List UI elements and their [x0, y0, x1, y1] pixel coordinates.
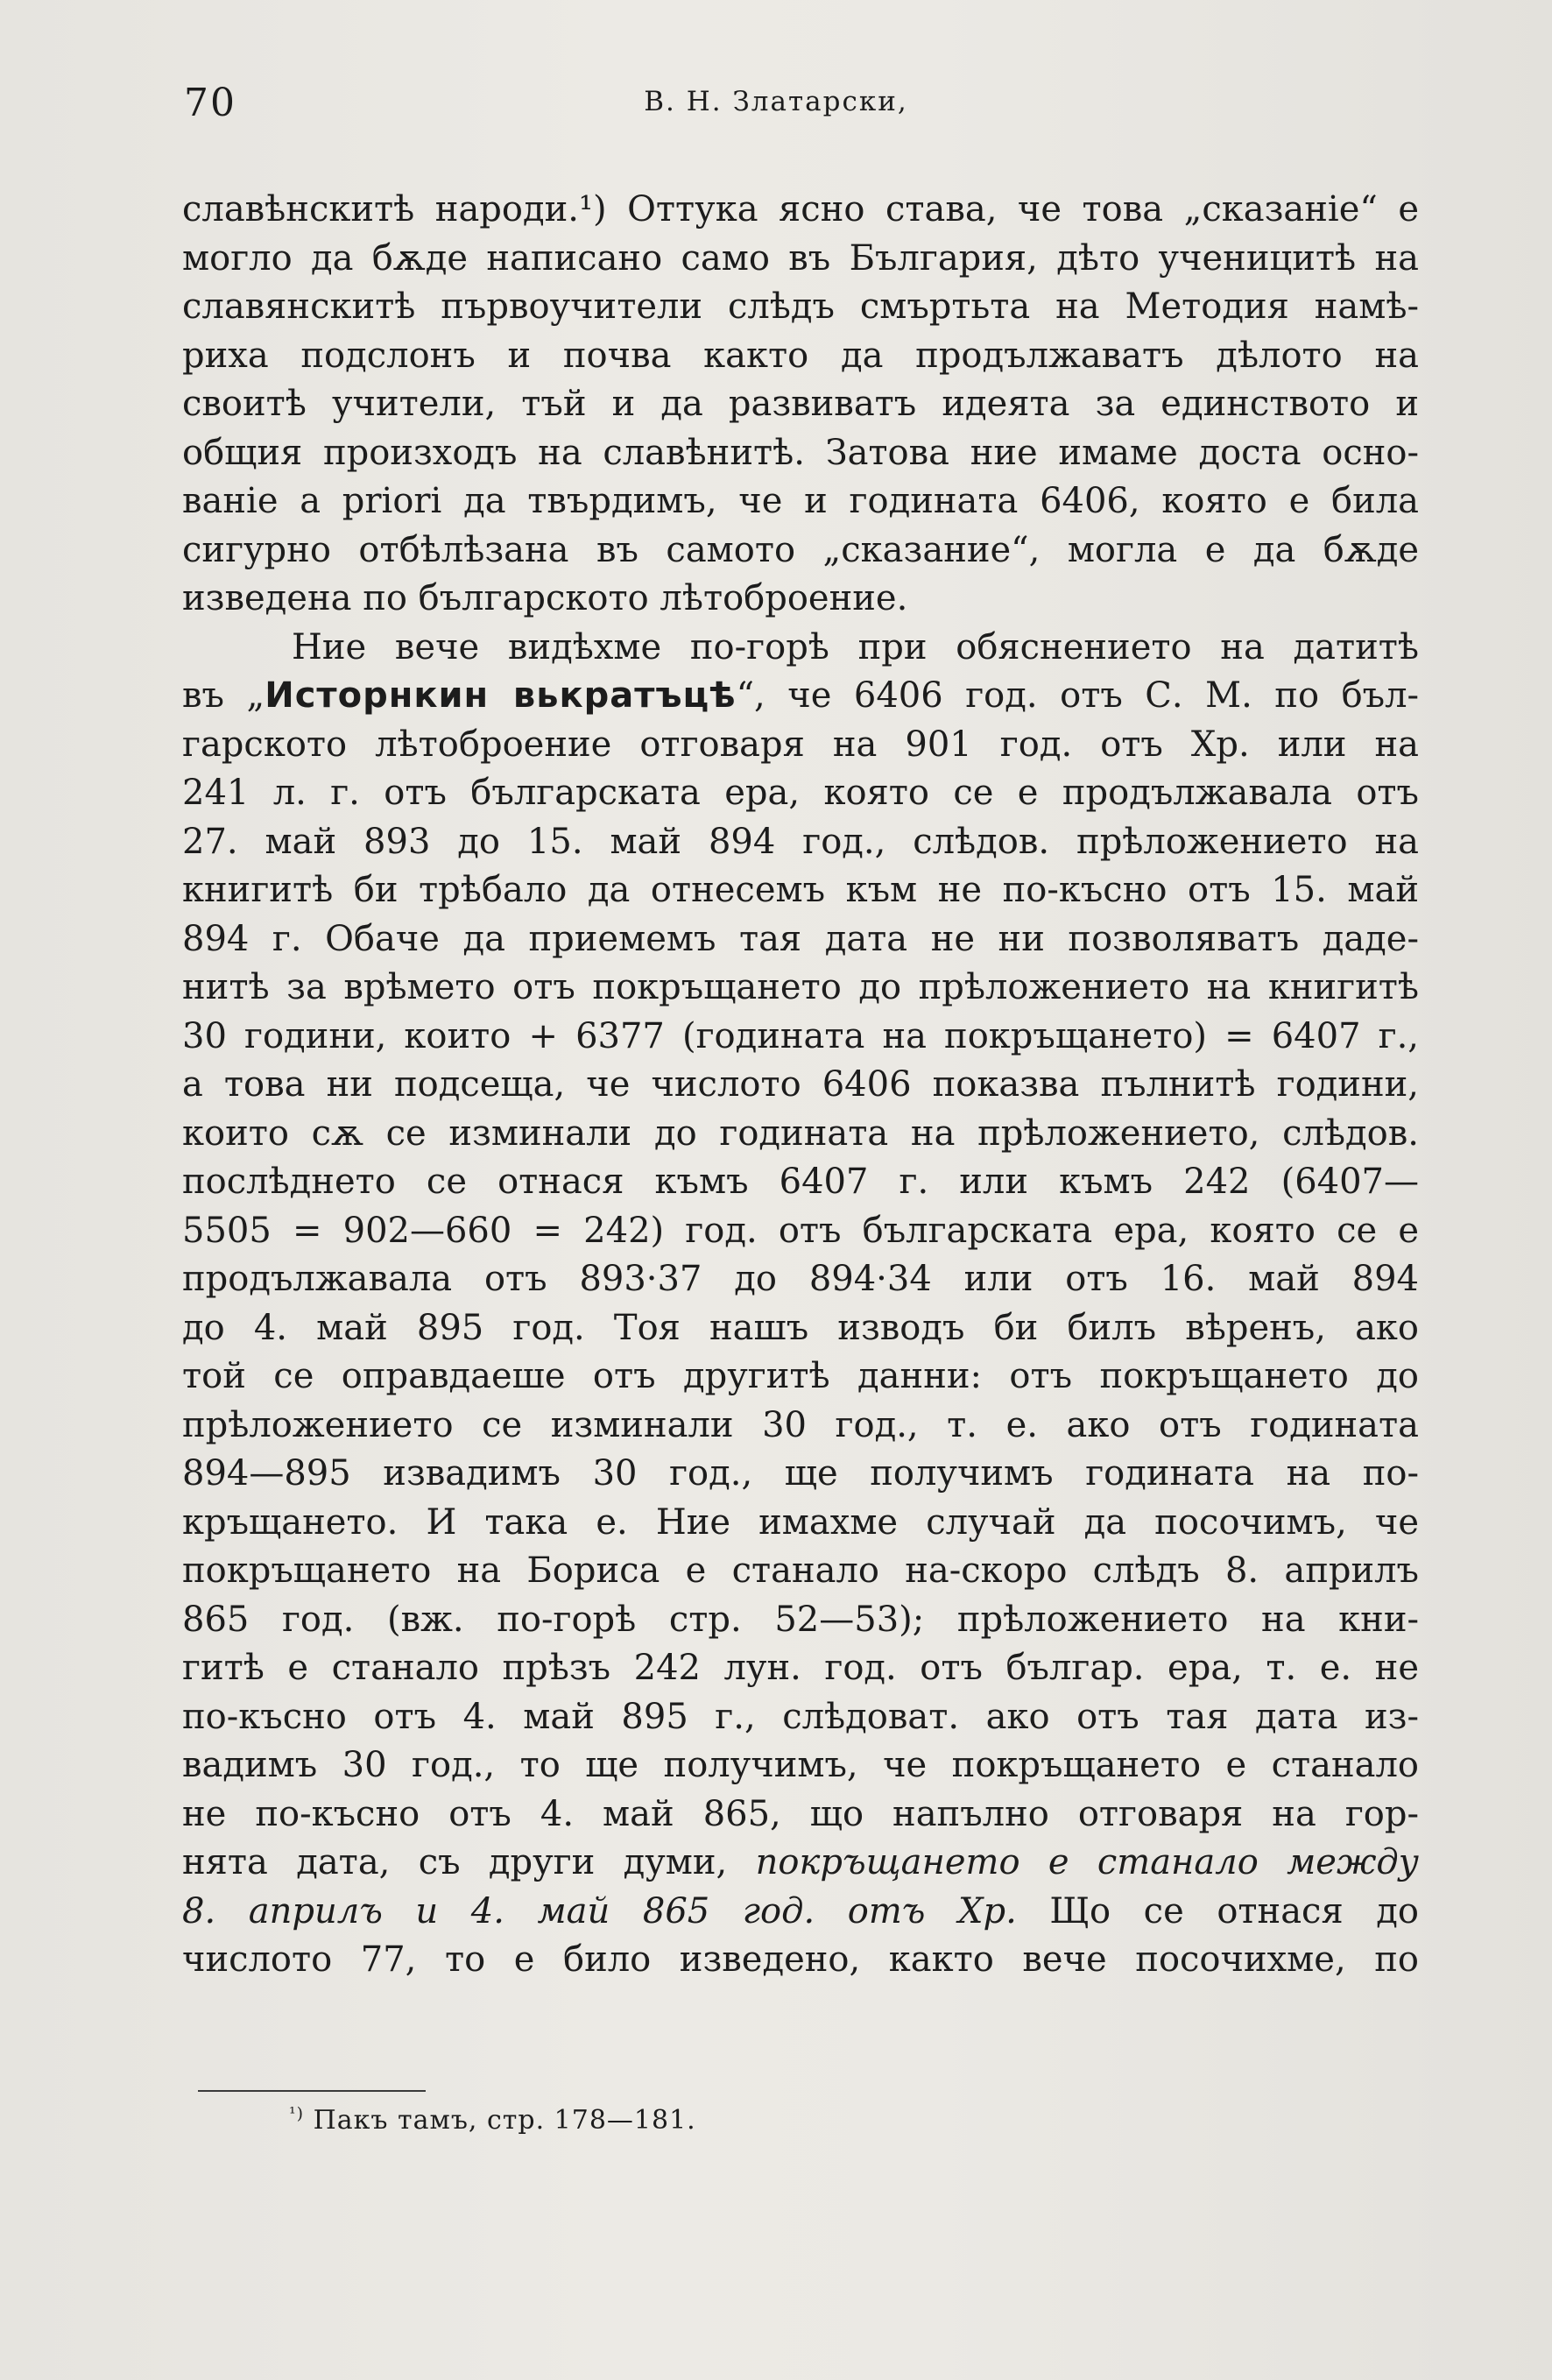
text-line: които сѫ се изминали до годината на прѣложението, слѣдов.	[182, 1112, 1419, 1154]
text-line-with-title	[182, 672, 1419, 721]
text-segment: нята дата, съ други думи,	[182, 1842, 756, 1882]
text-line: гитѣ е станало прѣзъ 242 лун. год. отъ българ. ера, т. е. не	[182, 1648, 1419, 1688]
text-line: риха подслонъ и почва както да продължаватъ дѣлото на	[182, 335, 1419, 376]
running-head: В. Н. Златарски,	[644, 86, 908, 117]
text-line: гарското лѣтоброение отговаря на 901 год. отъ Хр. или на	[182, 724, 1419, 765]
text-line: вадимъ 30 год., то ще получимъ, че покръщането е станало	[182, 1745, 1419, 1785]
text-line: 241 л. г. отъ българската ера, която се е продължавала отъ	[182, 773, 1419, 813]
text-line: 30 години, които + 6377 (годината на покръщането) = 6407 г.,	[182, 1015, 1419, 1056]
text-line: книгитѣ би трѣбало да отнесемъ към не по-късно отъ 15. май	[182, 870, 1419, 910]
cited-work-title: Исторнкин вькратъцѣ	[265, 675, 737, 716]
text-line: а това ни подсеща, че числото 6406 показва пълнитѣ години,	[182, 1064, 1419, 1105]
footnote-mark: ¹)	[289, 2104, 305, 2123]
italic-emphasis: покръщането е станало между	[755, 1842, 1419, 1882]
text-line: славянскитѣ първоучители слѣдъ смъртьта на Методия намѣ-	[182, 286, 1419, 327]
text-line: той се оправдаеше отъ другитѣ данни: отъ покръщането до	[182, 1356, 1419, 1396]
text-segment: Що се отнася до	[1016, 1890, 1419, 1932]
text-line: кръщането. И така е. Ние имахме случай да посочимъ, че	[182, 1501, 1419, 1543]
italic-emphasis: 8. априлъ и 4. май 865 год. отъ Хр.	[182, 1890, 1017, 1932]
text-line: 865 год. (вж. по-горѣ стр. 52—53); прѣложението на кни-	[182, 1599, 1419, 1640]
footnote-rule	[198, 2090, 426, 2092]
text-line-with-italic	[182, 1839, 1419, 1888]
text-line: продължавала отъ 893·37 до 894·34 или отъ 16. май 894	[182, 1259, 1419, 1299]
text-line: общия произходъ на славѣнитѣ. Затова ние имаме доста осно-	[182, 432, 1419, 473]
text-line: послѣднето се отнася къмъ 6407 г. или къмъ 242 (6407—	[182, 1162, 1419, 1202]
text-line: 5505 = 902—660 = 242) год. отъ българската ера, която се е	[182, 1210, 1419, 1251]
text-line: славѣнскитѣ народи.¹) Оттука ясно става, че това „сказаніе“ е	[182, 189, 1419, 230]
title-suffix: “, че 6406 год. отъ С. М. по бъл-	[736, 675, 1419, 716]
text-line: 894 г. Обаче да приемемъ тая дата не ни позволяватъ даде-	[182, 918, 1419, 959]
text-line: числото 77, то е било изведено, както вече посочихме, по	[182, 1939, 1419, 1980]
text-line: 27. май 893 до 15. май 894 год., слѣдов. прѣложението на	[182, 821, 1419, 862]
text-line: ваніе a priori да твърдимъ, че и годината 6406, която е била	[182, 481, 1419, 521]
footnote-text: Пакъ тамъ, стр. 178—181.	[313, 2105, 696, 2136]
title-prefix: въ „	[182, 675, 265, 716]
text-line: прѣложението се изминали 30 год., т. е. ако отъ годината	[182, 1404, 1419, 1445]
text-line: по-късно отъ 4. май 895 г., слѣдоват. ако отъ тая дата из-	[182, 1696, 1419, 1737]
text-line: изведена по българското лѣтоброение.	[182, 578, 908, 618]
text-line-with-italic	[182, 1888, 1419, 1937]
text-line: до 4. май 895 год. Тоя нашъ изводъ би билъ вѣренъ, ако	[182, 1307, 1419, 1348]
text-line: своитѣ учители, тъй и да развиватъ идеята за единството и	[182, 384, 1419, 424]
paragraph-first-line: Ние вече видѣхме по-горѣ при обяснението на датитѣ	[292, 626, 1419, 667]
footnote	[289, 2104, 696, 2136]
text-line: нитѣ за врѣмето отъ покръщането до прѣложението на книгитѣ	[182, 967, 1419, 1007]
text-line: не по-късно отъ 4. май 865, що напълно отговаря на гор-	[182, 1793, 1419, 1834]
page-number: 70	[184, 81, 236, 125]
text-line: сигурно отбѣлѣзана въ самото „сказание“, могла е да бѫде	[182, 529, 1419, 570]
text-line: 894—895 извадимъ 30 год., ще получимъ годината на по-	[182, 1453, 1419, 1494]
body-text	[182, 186, 1419, 1985]
text-line: могло да бѫде написано само въ България, дѣто ученицитѣ на	[182, 237, 1419, 279]
text-line: покръщането на Бориса е станало на-скоро слѣдъ 8. априлъ	[182, 1550, 1419, 1591]
